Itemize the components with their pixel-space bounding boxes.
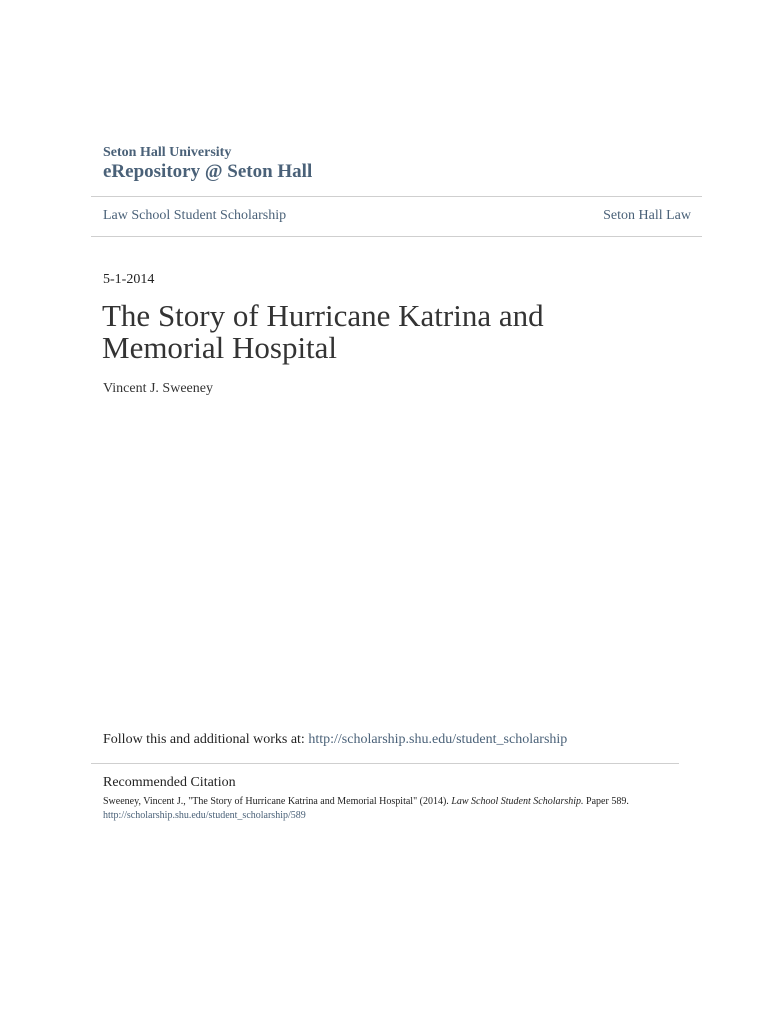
citation-series: Law School Student Scholarship. [451, 796, 584, 807]
document-title: The Story of Hurricane Katrina and Memorial Hospital [102, 298, 544, 365]
citation-link[interactable]: http://scholarship.shu.edu/student_scholarship/589 [103, 810, 306, 821]
citation-text [103, 796, 629, 807]
recommended-citation-heading: Recommended Citation [103, 775, 236, 790]
follow-line [103, 732, 567, 748]
collection-link[interactable]: Law School Student Scholarship [103, 208, 287, 223]
header-top-divider [91, 196, 702, 197]
repository-name[interactable]: eRepository @ Seton Hall [103, 161, 313, 182]
author-name[interactable]: Vincent J. Sweeney [103, 381, 213, 396]
follow-label: Follow this and additional works at: [103, 732, 309, 747]
header-bottom-divider [91, 236, 702, 237]
publication-date: 5-1-2014 [103, 272, 155, 287]
follow-link[interactable]: http://scholarship.shu.edu/student_scholarship [308, 732, 568, 747]
school-link[interactable]: Seton Hall Law [603, 208, 691, 223]
citation-prefix: Sweeney, Vincent J., "The Story of Hurricane Katrina and Memorial Hospital" (2014). [103, 796, 452, 807]
citation-suffix: Paper 589. [583, 796, 629, 807]
institution-name: Seton Hall University [103, 145, 232, 160]
citation-divider [91, 763, 679, 764]
